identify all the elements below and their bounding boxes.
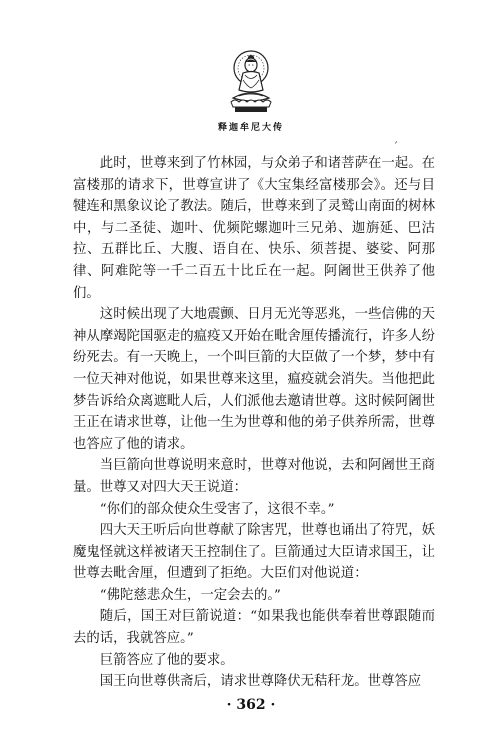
stray-mark: ˊ <box>393 142 398 153</box>
paragraph: 这时候出现了大地震颤、日月无光等恶兆，一些信佛的天神从摩竭陀国驱走的瘟疫又开始在毗舍厘传播流行，许多人纷纷死去。有一天晚上，一个叫巨箭的大臣做了一个梦，梦中有一位天神对他说，如果世尊来这里，瘟疫就会消失。当他把此梦告诉给众离遮毗人后，人们派他去邀请世尊。这时候阿阇世王正在请求世尊，让他一生为世尊和他的弟子供养所需，世尊也答应了他的请求。 <box>73 307 435 452</box>
seated-buddha-icon <box>221 46 281 116</box>
quotation: “佛陀慈悲众生，一定会去的。” <box>99 587 281 603</box>
paragraph: 四大天王听后向世尊献了除害咒，世尊也诵出了符咒，妖魔鬼怪就这样被诸天王控制住了。巨箭通过大臣请求国王，让世尊去毗舍厘，但遭到了拒绝。大臣们对他说道： <box>73 523 435 582</box>
paragraph: 此时，世尊来到了竹林园，与众弟子和诸菩萨在一起。在富楼那的请求下，世尊宣讲了《大宝集经富楼那会》。还与目犍连和黑象议论了教法。随后，世尊来到了灵鹫山南面的树林中，与二圣徒、迦叶、优频陀螺迦叶三兄弟、迦旃延、巴沽拉、五群比丘、大腹、语自在、快乐、须菩提、婆娑、阿那律、阿难陀等一千二百五十比丘在一起。阿阇世王供养了他们。 <box>73 156 435 301</box>
paragraph: 巨箭答应了他的要求。 <box>99 652 234 668</box>
quotation: “你们的部众使众生受害了，这很不幸。” <box>99 501 335 517</box>
body-text <box>73 153 435 693</box>
paragraph: 国王向世尊供斋后，请求世尊降伏无秸秆龙。世尊答应 <box>99 674 422 690</box>
page-number: · 362 · <box>226 697 276 713</box>
paragraph: 当巨箭向世尊说明来意时，世尊对他说，去和阿阇世王商量。世尊又对四大天王说道： <box>73 458 435 495</box>
running-header <box>0 46 502 133</box>
running-header-title: 释迦牟尼大传 <box>217 123 284 133</box>
paragraph: 随后，国王对巨箭说道：“如果我也能供奉着世尊跟随而去的话，我就答应。” <box>73 609 435 647</box>
